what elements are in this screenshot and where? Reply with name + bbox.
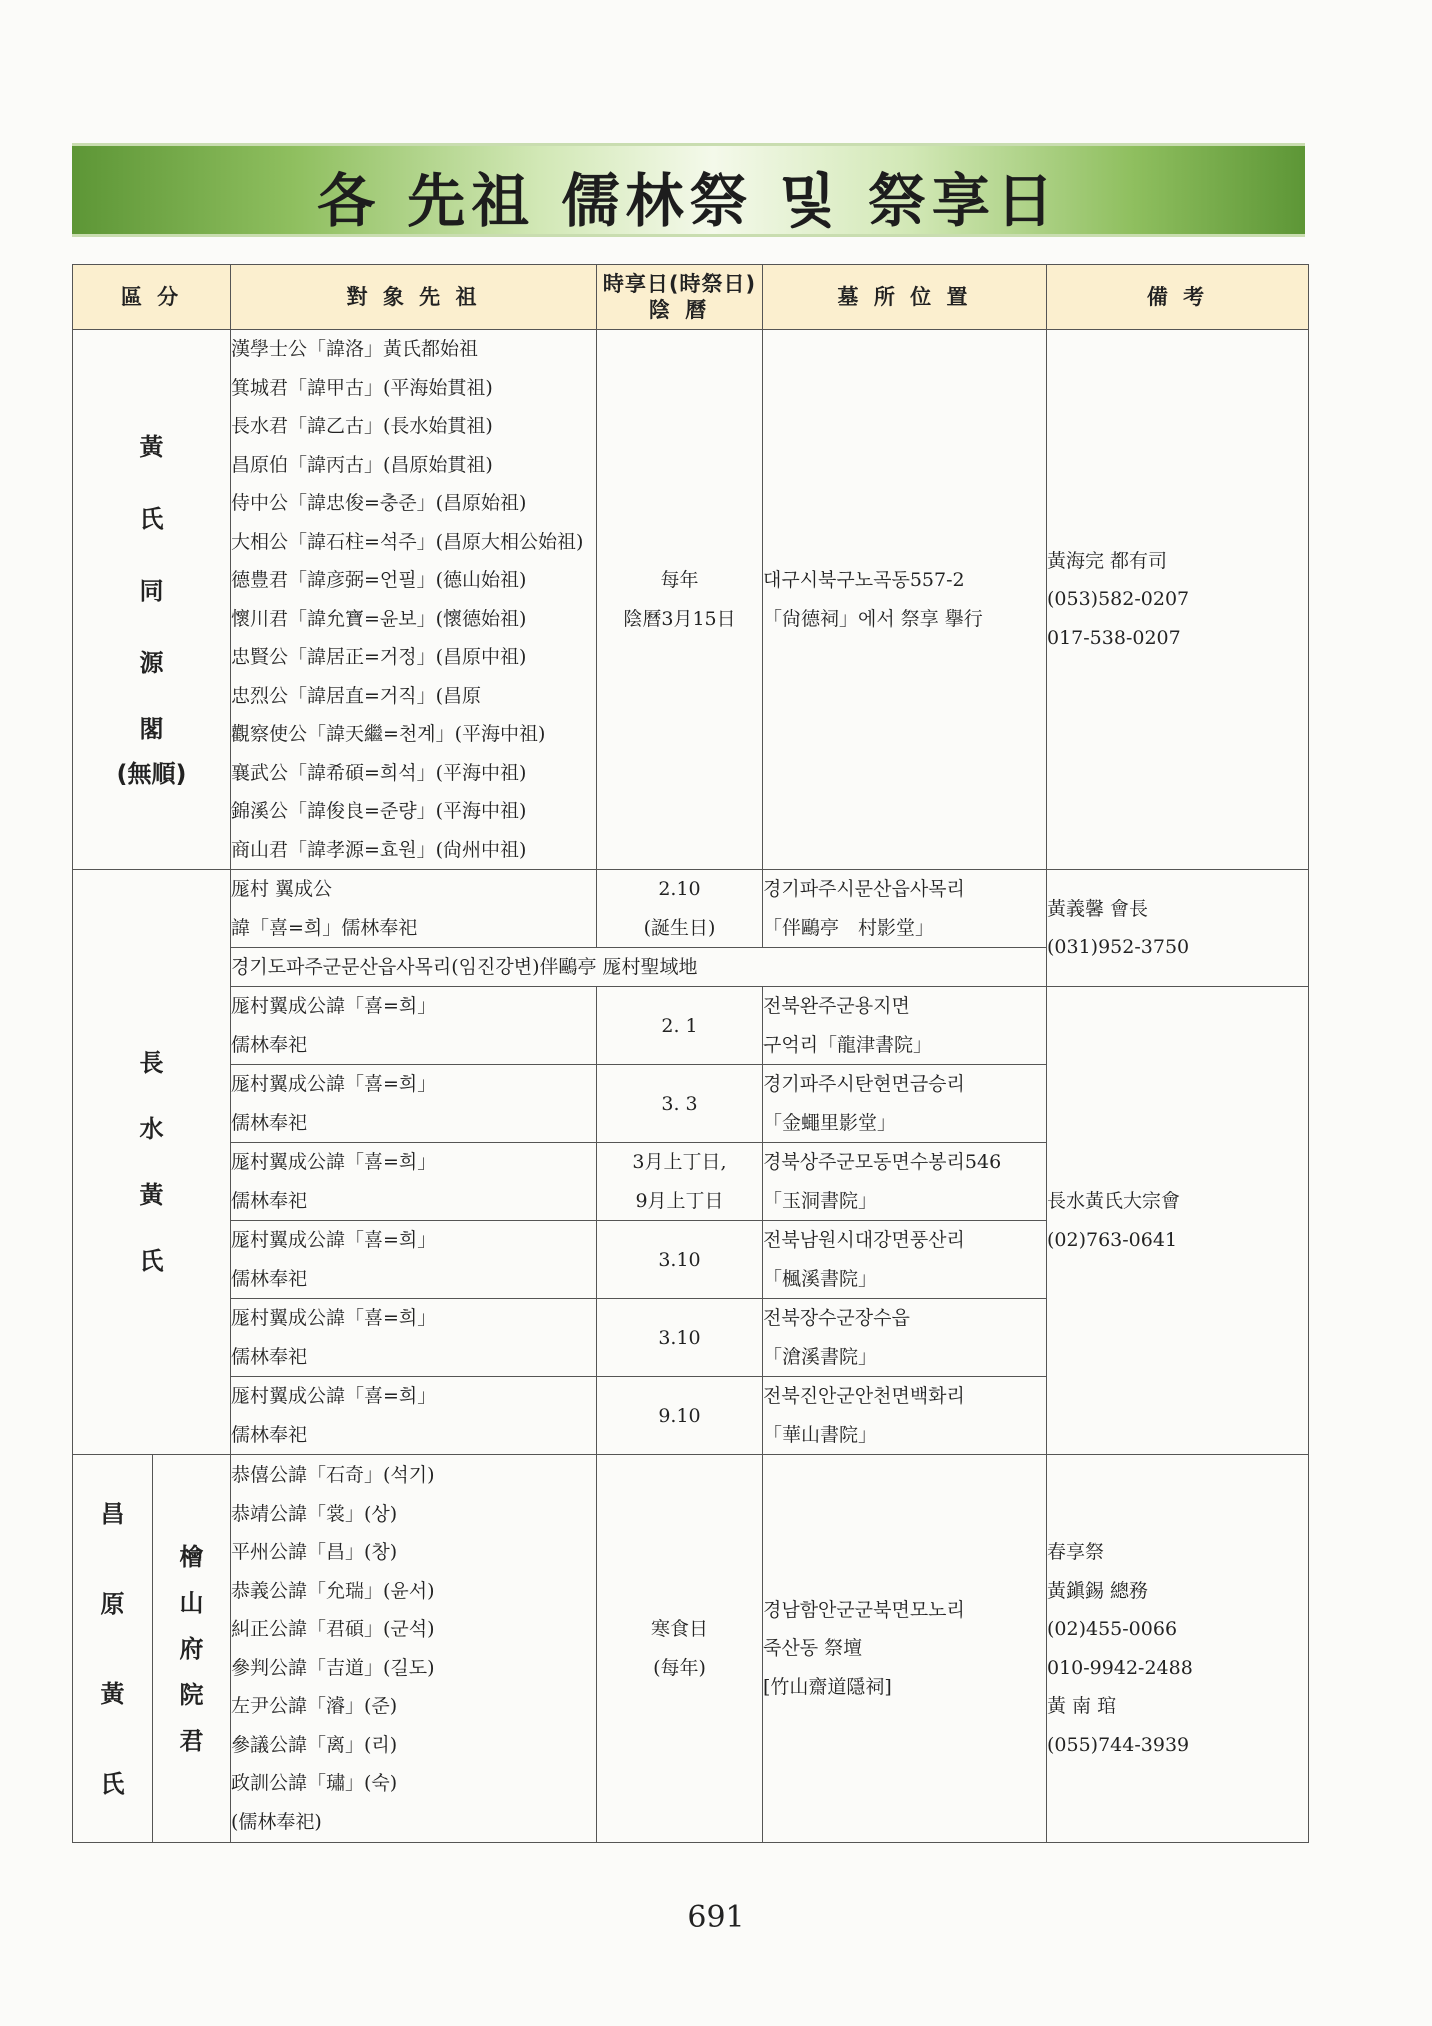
section3-sub-division: [153, 1455, 231, 1843]
division-char: 氏: [139, 504, 164, 533]
ancestor-line: 忠烈公「諱居直=거직」(昌原: [231, 684, 482, 707]
sub-division-char: 府: [179, 1634, 204, 1663]
sub-division-char: 山: [179, 1588, 204, 1617]
header-note: 備 考: [1047, 265, 1309, 330]
note-line: (055)744-3939: [1047, 1733, 1190, 1756]
ancestor-line: 儒林奉祀: [231, 1189, 308, 1212]
grave-line: 「尙德祠」에서 祭享 擧行: [763, 607, 983, 630]
grave-line: 구억리「龍津書院」: [763, 1033, 933, 1056]
section3-row: [73, 1455, 1309, 1843]
note-line: 黃義馨 會長: [1047, 897, 1149, 920]
ancestor-line: 儒林奉祀: [231, 1033, 308, 1056]
header-ancestor: 對 象 先 祖: [231, 265, 597, 330]
grave-line: 「金蠅里影堂」: [763, 1111, 897, 1134]
row-ancestor: [231, 1143, 597, 1221]
section2-first-row: [73, 870, 1309, 948]
row-grave: [763, 987, 1047, 1065]
ancestor-line: 襄武公「諱希碩=희석」(平海中祖): [231, 761, 527, 784]
ancestor-line: 厖村翼成公諱「喜=희」: [231, 995, 437, 1017]
row-ancestor: [231, 1299, 597, 1377]
note-line: (031)952-3750: [1047, 936, 1190, 958]
row-ancestor: [231, 1377, 597, 1455]
row-date: 9.10: [597, 1377, 763, 1455]
division-char: 昌: [100, 1499, 125, 1528]
division-char: 黃: [139, 1181, 164, 1209]
grave-line: 「滄溪書院」: [763, 1345, 878, 1368]
note-line: (053)582-0207: [1047, 588, 1190, 611]
section2-first-grave: [763, 870, 1047, 948]
date-line: 2.10: [658, 878, 701, 900]
row-grave: [763, 1221, 1047, 1299]
grave-line: 「華山書院」: [763, 1423, 878, 1446]
title-banner: [72, 143, 1305, 237]
ancestor-line: 商山君「諱孝源=효원」(尙州中祖): [231, 838, 527, 861]
section3-date: [597, 1455, 763, 1843]
grave-line: 경북상주군모동면수봉리546: [763, 1151, 1002, 1173]
section1-date: [597, 330, 763, 870]
division-char: 同: [139, 576, 164, 605]
ancestor-line: 厖村翼成公諱「喜=희」: [231, 1229, 437, 1251]
section1-note: [1047, 330, 1309, 870]
section2-first-date: [597, 870, 763, 948]
note-line: 017-538-0207: [1047, 626, 1181, 649]
section1-ancestors: [231, 330, 597, 870]
ancestor-line: 漢學士公「諱洛」黃氏都始祖: [231, 338, 479, 360]
section1-grave: [763, 330, 1047, 870]
header-row: [73, 265, 1309, 330]
ancestor-line: 左尹公諱「濬」(준): [231, 1695, 398, 1717]
note-line: 長水黃氏大宗會: [1047, 1190, 1181, 1212]
ancestor-line: 懷川君「諱允寶=윤보」(懷德始祖): [231, 607, 527, 630]
header-grave: 墓 所 位 置: [763, 265, 1047, 330]
ancestor-line: 忠賢公「諱居正=거정」(昌原中祖): [231, 646, 527, 668]
ancestor-line: 厖村翼成公諱「喜=희」: [231, 1307, 437, 1329]
ancestor-line: 厖村 翼成公: [231, 878, 333, 900]
section3-ancestors: [231, 1455, 597, 1843]
grave-line: 대구시북구노곡동557-2: [763, 569, 965, 591]
grave-line: 전북완주군용지면: [763, 995, 910, 1017]
section2-division: [73, 870, 231, 1455]
page-number: 691: [687, 1900, 745, 1935]
date-line: 3月上丁日,: [632, 1151, 727, 1173]
ancestor-line: 錦溪公「諱俊良=준량」(平海中祖): [231, 800, 527, 822]
row-date: 3.10: [597, 1299, 763, 1377]
grave-line: 전북남원시대강면풍산리: [763, 1229, 965, 1251]
row-ancestor: [231, 1065, 597, 1143]
grave-line: [竹山齋道隱祠]: [763, 1675, 892, 1698]
note-line: (02)455-0066: [1047, 1618, 1178, 1640]
ancestor-line: 德豊君「諱彦弼=언필」(德山始祖): [231, 569, 527, 591]
ancestor-line: 儒林奉祀: [231, 1423, 308, 1446]
date-line: (誕生日): [643, 916, 716, 939]
ancestral-rites-table: [72, 264, 1309, 1843]
sub-division-char: 檜: [179, 1542, 204, 1571]
section3-division: [73, 1455, 153, 1843]
note-line: 黃海完 都有司: [1047, 549, 1168, 572]
ancestor-line: 厖村翼成公諱「喜=희」: [231, 1073, 437, 1095]
ancestor-line: 參判公諱「吉道」(길도): [231, 1656, 435, 1679]
ancestor-line: 平州公諱「昌」(창): [231, 1541, 398, 1563]
grave-line: 경기파주시문산읍사목리: [763, 878, 965, 900]
section3-note: [1047, 1455, 1309, 1843]
date-line: (每年): [653, 1656, 706, 1679]
note-line: 春享祭: [1047, 1541, 1105, 1563]
row-date: 3.10: [597, 1221, 763, 1299]
division-char: 長: [139, 1049, 164, 1077]
grave-line: 경남함안군군북면모노리: [763, 1598, 965, 1621]
row-date: 2. 1: [597, 987, 763, 1065]
division-char: 氏: [100, 1769, 125, 1798]
note-line: 黃 南 琯: [1047, 1695, 1117, 1717]
ancestor-line: 箕城君「諱甲古」(平海始貫祖): [231, 376, 493, 399]
ancestor-line: 厖村翼成公諱「喜=희」: [231, 1385, 437, 1407]
grave-line: 「楓溪書院」: [763, 1267, 878, 1290]
ancestor-line: 儒林奉祀: [231, 1111, 308, 1134]
section3-grave: [763, 1455, 1047, 1843]
ancestor-line: 長水君「諱乙古」(長水始貫祖): [231, 415, 493, 437]
ancestor-line: 恭義公諱「允瑞」(윤서): [231, 1579, 435, 1602]
note-line: (02)763-0641: [1047, 1228, 1178, 1251]
grave-line: 「玉洞書院」: [763, 1189, 878, 1212]
division-char: 閣: [139, 714, 164, 743]
sub-division-char: 君: [179, 1726, 204, 1755]
division-char: 氏: [139, 1247, 164, 1275]
date-line: 9月上丁日: [635, 1189, 724, 1212]
ancestor-line: 參議公諱「离」(리): [231, 1733, 398, 1756]
row-grave: [763, 1143, 1047, 1221]
ancestor-line: 厖村翼成公諱「喜=희」: [231, 1151, 437, 1173]
section2-location-note: 경기도파주군문산읍사목리(임진강변)伴鷗亭 厖村聖域地: [231, 948, 1047, 987]
ancestor-line: 糾正公諱「君碩」(군석): [231, 1618, 435, 1640]
note-line: 黃鎭錫 總務: [1047, 1579, 1149, 1602]
ancestor-line: 侍中公「諱忠俊=충준」(昌原始祖): [231, 492, 527, 514]
division-char: 原: [100, 1589, 125, 1618]
section1-division: [73, 330, 231, 870]
row-grave: [763, 1065, 1047, 1143]
ancestor-line: 觀察使公「諱天繼=천계」(平海中祖): [231, 723, 546, 745]
grave-line: 경기파주시탄현면금승리: [763, 1073, 965, 1095]
section2-first-note: [1047, 870, 1309, 987]
row-ancestor: [231, 987, 597, 1065]
grave-line: 「伴鷗亭 村影堂」: [763, 916, 935, 939]
header-division: 區 分: [73, 265, 231, 330]
grave-line: 전북진안군안천면백화리: [763, 1385, 965, 1407]
ancestor-line: 大相公「諱石柱=석주」(昌原大相公始祖): [231, 530, 584, 553]
ancestor-line: (儒林奉祀): [231, 1810, 322, 1833]
division-char: 水: [139, 1115, 164, 1143]
header-date-line2: 陰 曆: [648, 298, 711, 322]
ancestor-line: 儒林奉祀: [231, 1267, 308, 1290]
row-date: 3. 3: [597, 1065, 763, 1143]
note-line: 010-9942-2488: [1047, 1656, 1193, 1679]
sub-division-char: 院: [179, 1680, 204, 1709]
ancestor-line: 昌原伯「諱丙古」(昌原始貫祖): [231, 453, 493, 476]
row-grave: [763, 1377, 1047, 1455]
date-line: 陰曆3月15日: [623, 607, 736, 630]
row-ancestor: [231, 1221, 597, 1299]
grave-line: 전북장수군장수읍: [763, 1307, 910, 1329]
section1-row: [73, 330, 1309, 870]
date-line: 每年: [660, 569, 699, 591]
row-grave: [763, 1299, 1047, 1377]
division-char: 源: [139, 648, 164, 677]
ancestor-line: 儒林奉祀: [231, 1345, 308, 1368]
section2-row: [73, 987, 1309, 1065]
ancestor-line: 恭靖公諱「裳」(상): [231, 1502, 398, 1525]
division-sub: (無順): [116, 759, 187, 788]
section2-note: [1047, 987, 1309, 1455]
header-date: [597, 265, 763, 330]
grave-line: 죽산동 祭壇: [763, 1637, 863, 1660]
header-date-line1: 時享日(時祭日): [602, 272, 757, 296]
division-char: 黃: [139, 432, 164, 461]
ancestor-line: 恭僖公諱「石奇」(석기): [231, 1464, 435, 1486]
section2-first-ancestor: [231, 870, 597, 948]
row-date: [597, 1143, 763, 1221]
ancestor-line: 諱「喜=희」儒林奉祀: [231, 916, 418, 939]
date-line: 寒食日: [650, 1618, 708, 1640]
division-char: 黃: [100, 1679, 125, 1708]
ancestor-line: 政訓公諱「璛」(숙): [231, 1772, 398, 1794]
page-title: 各 先祖 儒林祭 및 祭享日: [317, 167, 1060, 235]
